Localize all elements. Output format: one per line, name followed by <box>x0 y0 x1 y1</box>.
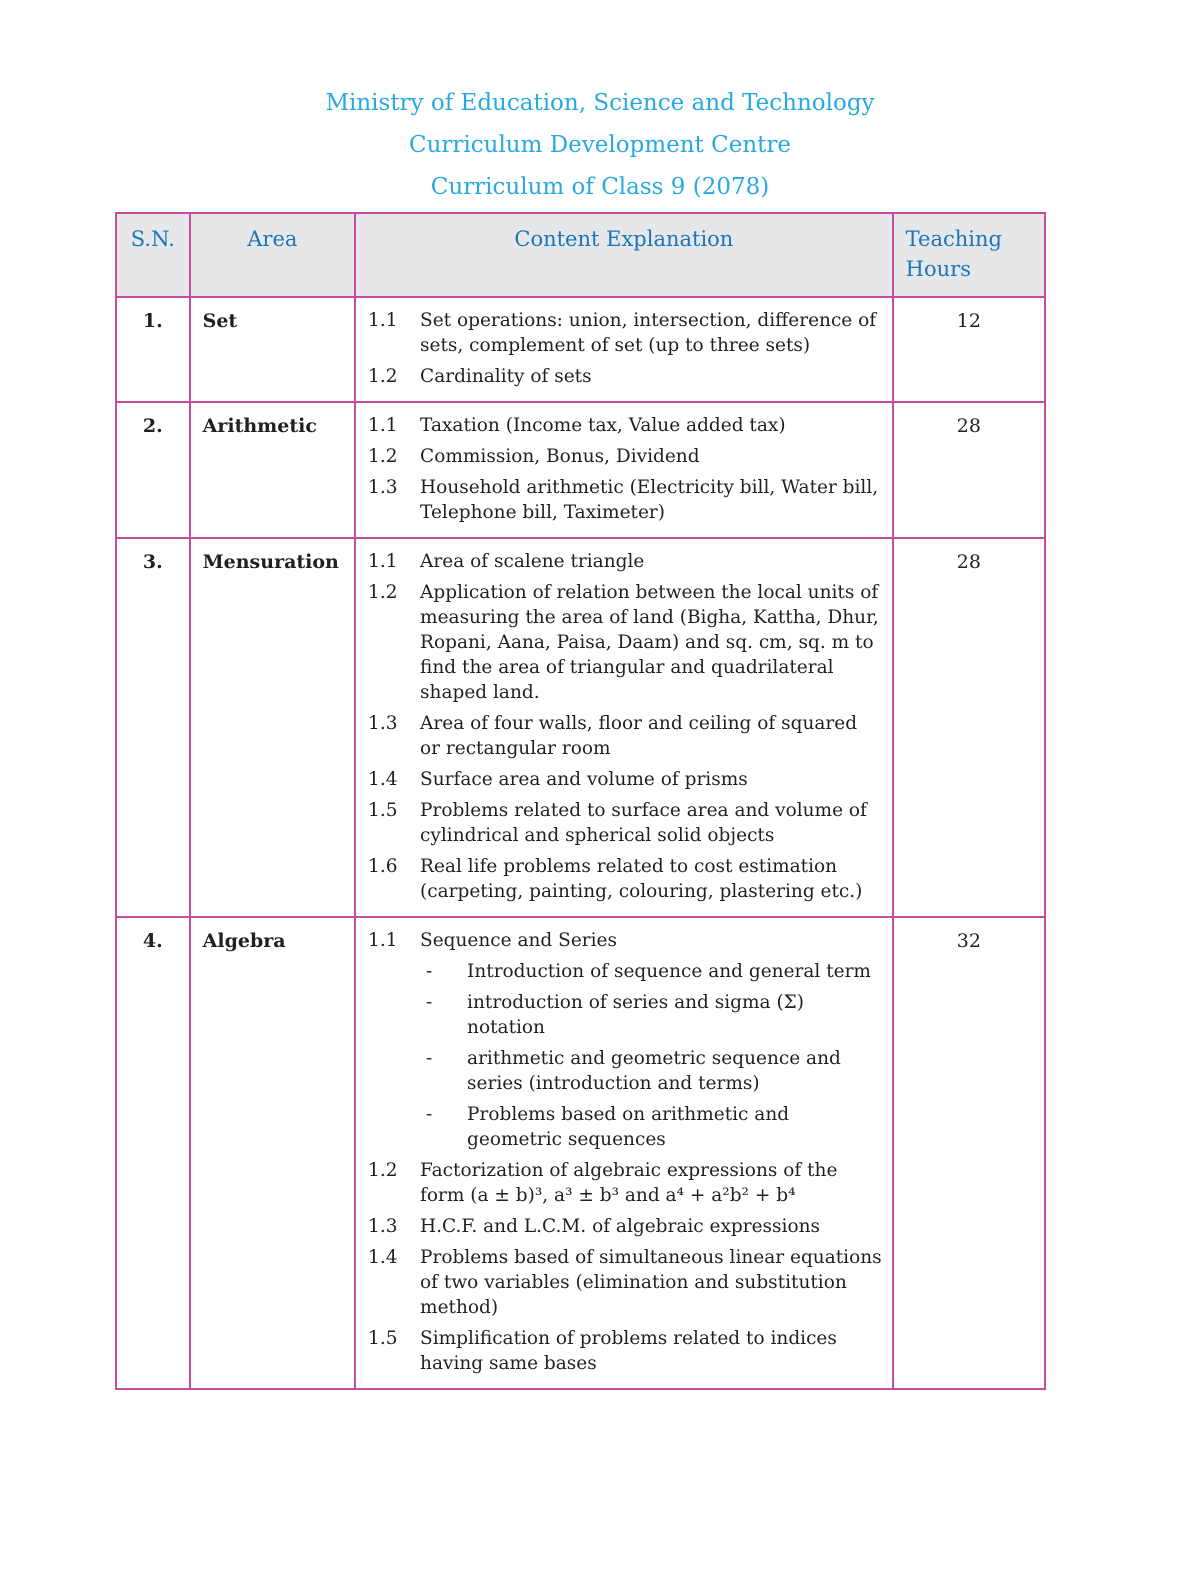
header-sn: S.N. <box>116 213 190 297</box>
item-number: 1.1 <box>368 930 398 951</box>
serial-number: 3. <box>116 538 190 917</box>
content-item <box>368 767 882 792</box>
item-number: 1.6 <box>368 856 398 877</box>
table-row <box>116 538 1045 917</box>
content-item <box>368 364 882 389</box>
content-item <box>368 928 882 1152</box>
table-row <box>116 297 1045 402</box>
item-number: 1.1 <box>368 551 398 572</box>
content-explanation <box>355 402 893 538</box>
content-item <box>368 475 882 525</box>
item-text: Taxation (Income tax, Value added tax) <box>420 415 786 436</box>
item-number: 1.1 <box>368 415 398 436</box>
item-text: Cardinality of sets <box>420 366 592 387</box>
teaching-hours: 28 <box>893 402 1045 538</box>
item-text: Surface area and volume of prisms <box>420 769 748 790</box>
teaching-hours: 28 <box>893 538 1045 917</box>
content-item <box>368 798 882 848</box>
content-item <box>368 1326 882 1376</box>
serial-number: 2. <box>116 402 190 538</box>
sub-item-text: introduction of series and sigma (Σ) notation <box>467 992 804 1038</box>
content-item <box>368 1214 882 1239</box>
item-text: Set operations: union, intersection, difference of sets, complement of set (up to three sets) <box>420 310 877 356</box>
item-text: Area of four walls, floor and ceiling of squared or rectangular room <box>420 713 858 759</box>
dash-bullet-icon: - <box>426 992 433 1013</box>
content-explanation <box>355 917 893 1389</box>
item-number: 1.4 <box>368 769 398 790</box>
item-number: 1.2 <box>368 366 398 387</box>
dash-bullet-icon: - <box>426 961 433 982</box>
item-number: 1.5 <box>368 800 398 821</box>
table-header-row <box>116 213 1045 297</box>
item-text: Problems related to surface area and volume of cylindrical and spherical solid objects <box>420 800 867 846</box>
curriculum-table <box>115 212 1046 1390</box>
item-number: 1.5 <box>368 1328 398 1349</box>
curriculum-title: Curriculum of Class 9 (2078) <box>430 174 770 200</box>
serial-number: 4. <box>116 917 190 1389</box>
item-text: Household arithmetic (Electricity bill, Water bill, Telephone bill, Taximeter) <box>420 477 879 523</box>
sub-item <box>420 959 882 984</box>
sub-item <box>420 1102 882 1152</box>
ministry-title: Ministry of Education, Science and Technology <box>325 90 875 116</box>
item-number: 1.2 <box>368 446 398 467</box>
content-item <box>368 1158 882 1208</box>
item-text: Factorization of algebraic expressions of the form (a ± b)³, a³ ± b³ and a⁴ + a²b² + b⁴ <box>420 1160 838 1206</box>
area-name: Set <box>190 297 355 402</box>
teaching-hours: 32 <box>893 917 1045 1389</box>
table-row <box>116 402 1045 538</box>
content-item <box>368 580 882 705</box>
content-item <box>368 854 882 904</box>
item-text: Problems based of simultaneous linear equations of two variables (elimination and substitution method) <box>420 1247 882 1318</box>
item-number: 1.3 <box>368 1216 398 1237</box>
header-area: Area <box>190 213 355 297</box>
area-name: Arithmetic <box>190 402 355 538</box>
item-text: H.C.F. and L.C.M. of algebraic expressions <box>420 1216 821 1237</box>
content-item <box>368 711 882 761</box>
item-number: 1.1 <box>368 310 398 331</box>
teaching-hours: 12 <box>893 297 1045 402</box>
content-item <box>368 444 882 469</box>
area-name: Algebra <box>190 917 355 1389</box>
sub-item-text: Problems based on arithmetic and geometric sequences <box>467 1104 790 1150</box>
dash-bullet-icon: - <box>426 1104 433 1125</box>
serial-number: 1. <box>116 297 190 402</box>
item-text: Area of scalene triangle <box>420 551 645 572</box>
item-number: 1.2 <box>368 582 398 603</box>
item-text: Commission, Bonus, Dividend <box>420 446 700 467</box>
content-item <box>368 1245 882 1320</box>
sub-item-text: Introduction of sequence and general term <box>467 961 871 982</box>
item-number: 1.3 <box>368 477 398 498</box>
item-text: Sequence and Series <box>420 930 617 951</box>
document-header <box>0 82 1200 208</box>
header-teaching-hours: Teaching Hours <box>893 213 1045 297</box>
content-item <box>368 413 882 438</box>
content-explanation <box>355 538 893 917</box>
item-number: 1.3 <box>368 713 398 734</box>
table-row <box>116 917 1045 1389</box>
item-number: 1.4 <box>368 1247 398 1268</box>
sub-item <box>420 990 882 1040</box>
item-text: Simplification of problems related to indices having same bases <box>420 1328 837 1374</box>
centre-title: Curriculum Development Centre <box>409 132 791 158</box>
area-name: Mensuration <box>190 538 355 917</box>
item-number: 1.2 <box>368 1160 398 1181</box>
sub-item <box>420 1046 882 1096</box>
sub-item-text: arithmetic and geometric sequence and series (introduction and terms) <box>467 1048 841 1094</box>
content-item <box>368 308 882 358</box>
item-text: Application of relation between the local units of measuring the area of land (Bigha, Kattha, Dhur, Ropani, Aana, Paisa, Daam) and sq. cm, sq. m to find the area of triangular and quadrilateral shaped land. <box>420 582 879 703</box>
table-body <box>116 297 1045 1389</box>
dash-bullet-icon: - <box>426 1048 433 1069</box>
item-text: Real life problems related to cost estimation (carpeting, painting, colouring, plastering etc.) <box>420 856 863 902</box>
header-content: Content Explanation <box>355 213 893 297</box>
content-explanation <box>355 297 893 402</box>
content-item <box>368 549 882 574</box>
